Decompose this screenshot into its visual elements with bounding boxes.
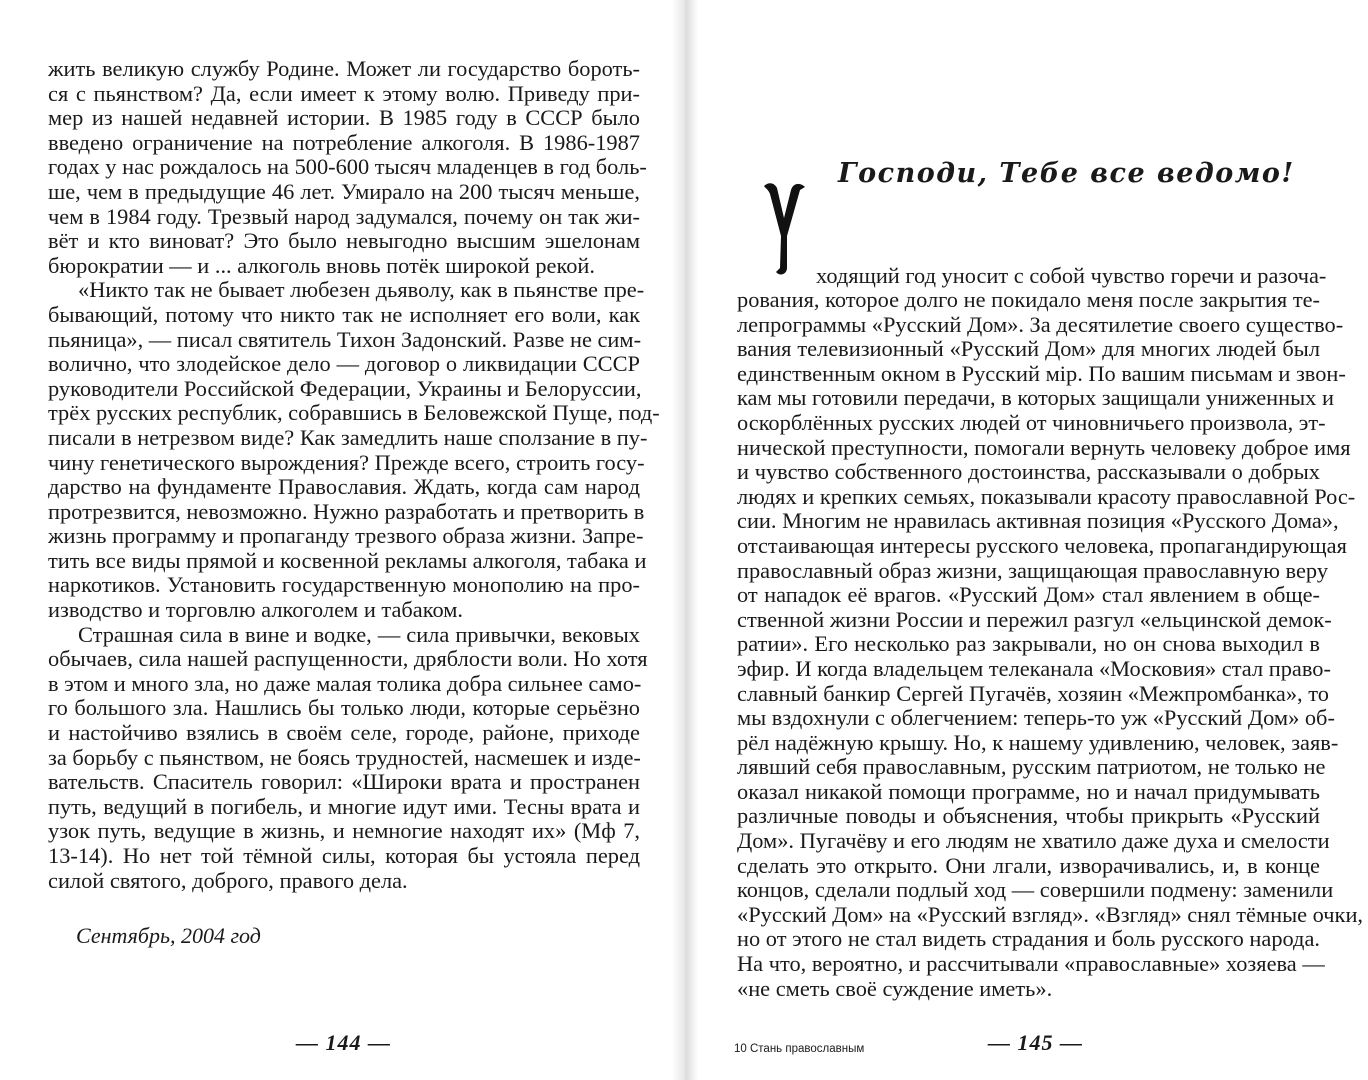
text-line: 13-14). Но нет той тёмной силы, которая бы устояла перед — [48, 843, 640, 868]
text-line: руководители Российской Федерации, Украины и Белоруссии, — [48, 375, 642, 401]
text-line: путь, ведущий в погибель, и многие идут ими. Тесны врата и — [48, 793, 640, 819]
right-body-first-line — [816, 263, 1327, 289]
text-line: бюрократии — и ... алкоголь вновь потёк широкой рекой. — [48, 252, 595, 278]
text-line: мер из нашей недавней истории. В 1985 году в СССР было — [48, 105, 640, 131]
text-line: писали в нетрезвом виде? Как замедлить наше сползание в пу- — [48, 424, 648, 450]
text-line: единственным окном в Русский мір. По вашим письмам и звон- — [737, 360, 1346, 386]
text-line: пьяница», — писал святитель Тихон Задонский. Разве не сим- — [48, 326, 642, 352]
text-line: дарство на фундаменте Православия. Ждать, когда сам народ — [48, 474, 640, 500]
text-line: но от этого не стал видеть страдания и боль русского народа. — [737, 926, 1320, 952]
text-line: волично, что злодейское дело — договор о ликвидации СССР — [48, 351, 640, 377]
text-line: за борьбу с пьянством, не боясь трудностей, насмешек и изде- — [48, 744, 641, 770]
text-line: и чувство собственного достоинства, рассказывали о добрых — [737, 459, 1320, 485]
text-line: «Никто так не бывает любезен дьяволу, как в пьянстве пре- — [78, 277, 645, 303]
text-line: рёл надёжную крышу. Но, к нашему удивлению, человек, заяв- — [737, 729, 1339, 755]
text-line: На что, вероятно, и рассчитывали «православные» хозяева — — [737, 951, 1325, 977]
text-line: ратии». Его несколько раз закрывали, но он снова выходил в — [737, 631, 1320, 657]
text-line: Дом». Пугачёву и его людям не хватило даже духа и смелости — [737, 828, 1330, 854]
text-line: и настойчиво взялись в своём селе, городе, районе, приходе — [48, 720, 640, 746]
text-line: «Русский Дом» на «Русский взгляд». «Взгляд» снял тёмные очки, — [737, 901, 1364, 927]
text-line: узок путь, ведущие в жизнь, и немногие находят их» (Мф 7, — [48, 818, 640, 844]
chapter-heading: Господи, Тебе все ведомо! — [838, 158, 1295, 189]
text-line: вёт и кто виноват? Это было невыгодно высшим эшелонам — [48, 228, 640, 254]
text-line: жизнь программу и пропаганду трезвого образа жизни. Запре- — [48, 523, 644, 549]
text-line: изводство и торговлю алкоголем и табаком. — [48, 597, 464, 623]
text-line: сделать это открыто. Они лгали, изворачивались, и, в конце — [737, 852, 1320, 878]
right-body-text — [737, 287, 1364, 1001]
text-line: мы вздохнули с облегчением: теперь-то уж «Русский Дом» об- — [737, 705, 1335, 731]
text-line: концов, сделали подлый ход — совершили подмену: заменили — [737, 877, 1334, 903]
text-line: ственной жизни России и пережил разгул «ельцинской демок- — [737, 606, 1332, 632]
drop-cap — [760, 180, 808, 280]
text-line: отстаивающая интересы русского человека, пропагандирующая — [737, 532, 1347, 558]
text-line: православный образ жизни, защищающая православную веру — [737, 557, 1329, 583]
text-line: кам мы готовили передачи, в которых защищали униженных и — [737, 385, 1334, 411]
text-line: ходящий год уносит с собой чувство горечи и разоча- — [816, 263, 1327, 288]
text-line: тить все виды прямой и косвенной рекламы алкоголя, табака и — [48, 547, 647, 573]
book-gutter — [672, 0, 698, 1080]
text-line: от нападок её врагов. «Русский Дом» стал явлением в обще- — [737, 582, 1320, 608]
left-body-text — [48, 56, 660, 893]
text-line: введено ограничение на потребление алкоголя. В 1986-1987 — [48, 129, 640, 155]
text-line: го большого зла. Нашлись бы только люди, которые серьёзно — [48, 695, 640, 721]
page-number-right: — 145 — — [988, 1030, 1083, 1055]
printer-signature: 10 Стань православным — [734, 1043, 865, 1055]
text-line: вательств. Спаситель говорил: «Широки врата и пространен — [48, 769, 640, 795]
text-line: силой святого, доброго, правого дела. — [48, 867, 408, 893]
text-line: годах у нас рождалось на 500-600 тысяч младенцев в год боль- — [48, 154, 647, 180]
text-line: обычаев, сила нашей распущенности, дряблости воли. Но хотя — [48, 646, 648, 672]
text-line: ся с пьянством? Да, если имеет к этому волю. Приведу при- — [48, 80, 640, 106]
text-line: бывающий, потому что никто так не исполняет его воли, как — [48, 301, 640, 327]
text-line: трёх русских республик, собравшись в Беловежской Пуще, под- — [48, 400, 660, 426]
text-line: жить великую службу Родине. Может ли государство бороть- — [48, 56, 640, 81]
text-line: рования, которое долго не покидало меня после закрытия те- — [737, 287, 1320, 312]
date-line: Сентябрь, 2004 год — [76, 923, 261, 948]
text-line: наркотиков. Установить государственную монополию на про- — [48, 572, 640, 598]
text-line: в этом и много зла, но даже малая толика добра сильнее само- — [48, 670, 642, 696]
text-line: славный банкир Сергей Пугачёв, хозяин «Межпромбанка», то — [737, 680, 1329, 706]
page-number-left: — 144 — — [296, 1030, 391, 1055]
text-line: протрезвится, невозможно. Нужно разработать и претворить в — [48, 498, 645, 524]
text-line: сии. Многим не нравилась активная позиция «Русского Дома», — [737, 508, 1339, 534]
text-line: чем в 1984 году. Трезвый народ задумался, почему он так жи- — [48, 203, 640, 229]
text-line: Страшная сила в вине и водке, — сила привычки, вековых — [78, 621, 640, 647]
text-line: лявший себя православным, русским патриотом, не только не — [737, 754, 1326, 780]
text-line: ше, чем в предыдущие 46 лет. Умирало на 200 тысяч меньше, — [48, 178, 640, 204]
text-line: эфир. И когда владельцем телеканала «Московия» стал право- — [737, 655, 1331, 681]
text-line: оказал никакой помощи программе, но и начал придумывать — [737, 778, 1320, 804]
text-line: «не сметь своё суждение иметь». — [737, 975, 1053, 1001]
left-page — [0, 0, 672, 1080]
text-line: нической преступности, помогали вернуть человеку доброе имя — [737, 434, 1351, 460]
text-line: вания телевизионный «Русский Дом» для многих людей был — [737, 336, 1320, 362]
text-line: различные поводы и объяснения, чтобы прикрыть «Русский — [737, 803, 1320, 829]
text-line: чину генетического вырождения? Прежде всего, строить госу- — [48, 449, 645, 475]
text-line: оскорблённых русских людей от чиновничьего произвола, эт- — [737, 409, 1326, 435]
text-line: людях и крепких семьях, показывали красоту православной Рос- — [737, 483, 1356, 509]
text-line: лепрограммы «Русский Дом». За десятилетие своего существо- — [737, 311, 1344, 337]
